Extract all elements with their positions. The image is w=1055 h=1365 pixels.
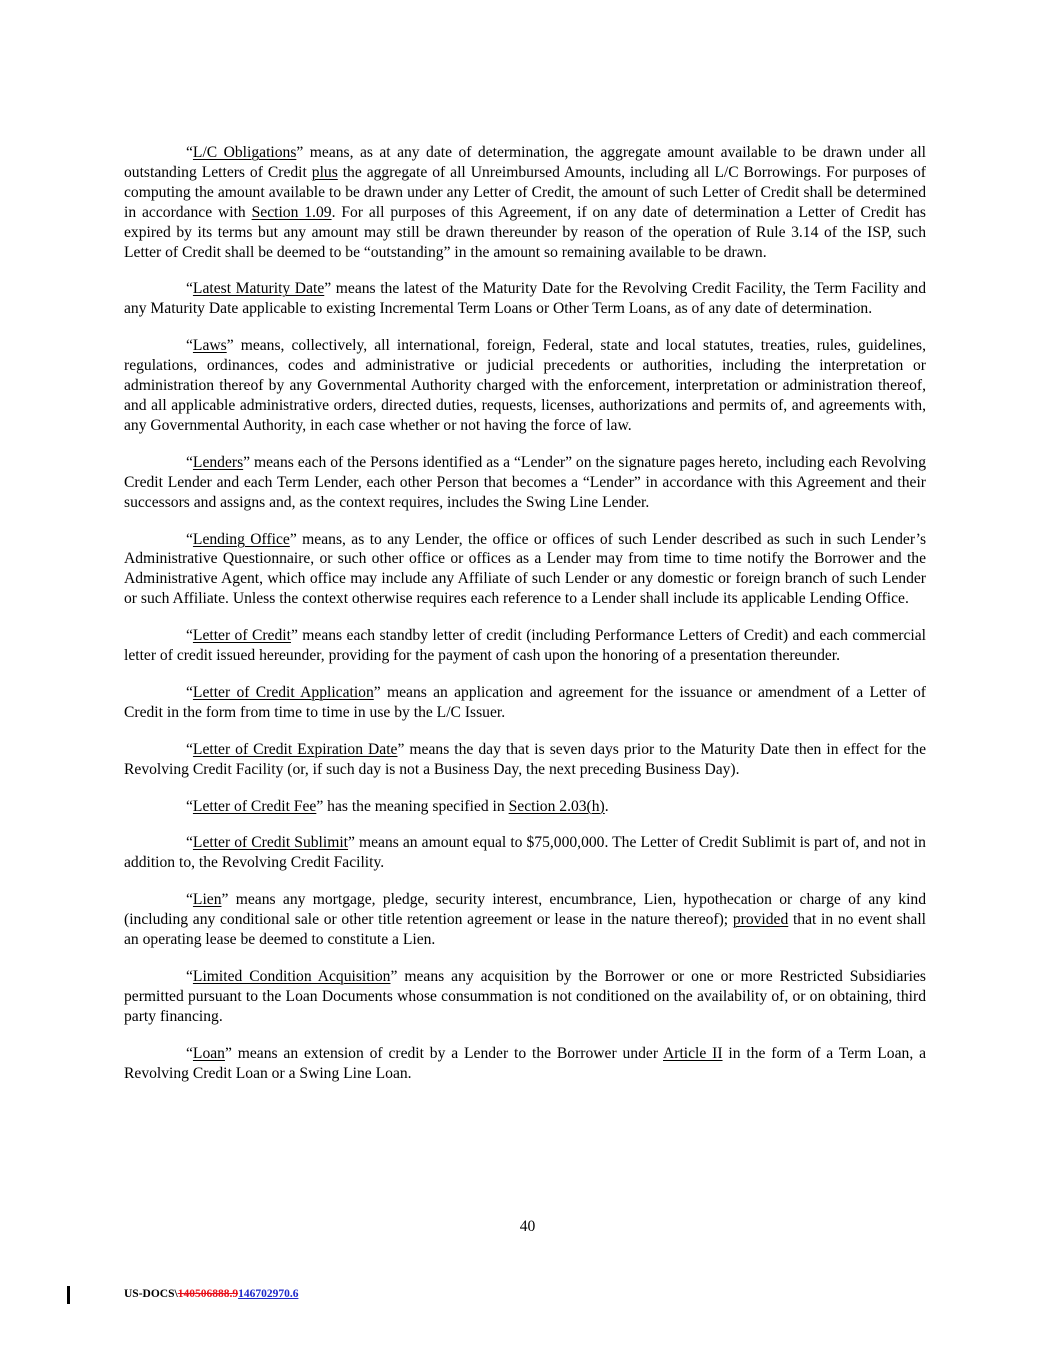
definition-paragraph (124, 453, 926, 513)
definition-text: ” means an application and agreement for the issuance or amendment of a Letter of Credit in the form from time to time in use by the L/C Issuer. (124, 683, 926, 721)
definition-text: ” has the meaning specified in (316, 797, 509, 815)
definition-paragraph (124, 797, 926, 817)
definition-text: “ (186, 683, 193, 701)
change-bar (67, 1286, 70, 1304)
definition-text: ” means each standby letter of credit (including Performance Letters of Credit) and each commercial letter of credit issued hereunder, providing for the payment of cash upon the honoring of a presentation thereunder. (124, 627, 926, 665)
underlined-term: Lien (192, 891, 222, 909)
document-id-footer (124, 1288, 298, 1300)
underlined-term: Lenders (192, 453, 244, 471)
underlined-term: Article II (663, 1044, 723, 1062)
definition-paragraph (124, 626, 926, 666)
underlined-term: Limited Condition Acquisition (192, 968, 391, 985)
inserted-doc-id: 146702970.6 (238, 1288, 299, 1300)
definition-text: . For all purposes of this Agreement, if on any date of determination a Letter of Credit has expired by its terms but any amount may still be drawn thereunder by reason of the operation of Rule 3.14 of the ISP, such Letter of Credit shall be deemed to be “outstanding” in the amount so remaining available to be drawn. (124, 203, 926, 261)
definition-text: “ (186, 530, 193, 548)
definition-text: “ (186, 740, 193, 758)
definition-text: ” means, as to any Lender, the office or offices of such Lender described as such in such Lender’s Administrative Questionnaire, or such other office or offices as a Lender may from time to time notify the Borrower and the Administrative Agent, which office may include any Affiliate of such Lender or any domestic or foreign branch of such Lender or such Affiliate. Unless the context otherwise requires each reference to a Lender shall include its applicable Lending Office. (124, 530, 927, 608)
definition-paragraph (124, 530, 926, 610)
underlined-term: L/C Obligations (192, 144, 297, 161)
definition-text: “ (186, 834, 193, 852)
footer-prefix: US-DOCS\ (124, 1288, 178, 1300)
definition-text: “ (186, 891, 193, 909)
definition-text: ” means, collectively, all international, foreign, Federal, state and local statutes, treaties, rules, guidelines, regulations, ordinances, codes and administrative or judicial precedents or authorities, including the interpretation or administration thereof by any Governmental Authority charged with the enforcement, interpretation or administration thereof, and all applicable administrative orders, directed duties, requests, licenses, authorizations and permits of, and agreements with, any Governmental Authority, in each case whether or not having the force of law. (124, 337, 926, 434)
underlined-term: Letter of Credit Fee (192, 797, 317, 815)
definition-text: “ (186, 1044, 193, 1062)
underlined-term: Letter of Credit Sublimit (192, 834, 349, 852)
definition-text: “ (186, 144, 193, 161)
underlined-term: Letter of Credit Application (192, 683, 374, 701)
underlined-term: Laws (192, 337, 227, 355)
definition-paragraph (124, 1044, 926, 1084)
definition-text: ” means an amount equal to $75,000,000. The Letter of Credit Sublimit is part of, and not in addition to, the Revolving Credit Facility. (124, 834, 926, 872)
definition-text: ” means an extension of credit by a Lender to the Borrower under (224, 1044, 663, 1062)
underlined-term: provided (732, 911, 789, 929)
underlined-term: Latest Maturity Date (192, 280, 325, 298)
definition-text: ” means the latest of the Maturity Date for the Revolving Credit Facility, the Term Facility and any Maturity Date applicable to existing Incremental Term Loans or Other Term Loans, as of any date of determination. (124, 280, 927, 318)
definition-text: that in no event shall an operating lease be deemed to constitute a Lien. (124, 911, 926, 949)
definition-paragraph (124, 967, 926, 1027)
definition-text: . (604, 797, 609, 815)
definition-paragraph (124, 143, 926, 262)
definition-paragraph (124, 336, 926, 436)
definition-text: “ (186, 968, 193, 985)
definition-text: “ (186, 280, 193, 298)
definition-text: “ (186, 337, 193, 355)
underlined-term: Section 1.09 (251, 203, 332, 221)
definition-paragraph (124, 890, 926, 950)
definition-paragraph (124, 740, 926, 780)
definition-paragraph (124, 683, 926, 723)
underlined-term: Letter of Credit Expiration Date (192, 740, 398, 758)
underlined-term: plus (311, 163, 338, 181)
definition-text: ” means any acquisition by the Borrower or one or more Restricted Subsidiaries permitted pursuant to the Loan Documents whose consummation is not conditioned on the availability of, or on obtaining, third party financing. (124, 968, 926, 1025)
definition-text: “ (186, 453, 193, 471)
deleted-doc-id: 140506888.9 (177, 1288, 239, 1300)
definition-text: ” means, as at any date of determination, the aggregate amount available to be drawn under all outstanding Letters of Credit (124, 144, 926, 181)
definition-text: ” means each of the Persons identified as a “Lender” on the signature pages hereto, including each Revolving Credit Lender and each Term Lender, each other Person that becomes a “Lender” in accordance with this Agreement and their successors and assigns and, as the context requires, includes the Swing Line Lender. (124, 453, 926, 511)
definition-text: ” means any mortgage, pledge, security interest, encumbrance, Lien, hypothecation or charge of any kind (including any conditional sale or other title retention agreement or lease in the nature thereof); (124, 891, 926, 929)
definitions-body (124, 143, 926, 1101)
definition-paragraph (124, 833, 926, 873)
definition-text: the aggregate of all Unreimbursed Amounts, including all L/C Borrowings. For purposes of computing the amount available to be drawn under any Letter of Credit, the amount of such Letter of Credit shall be determined in accordance with (124, 163, 926, 221)
page-number: 40 (519, 1218, 536, 1235)
underlined-term: Section 2.03(h) (508, 797, 605, 815)
underlined-term: Lending Office (192, 530, 290, 548)
underlined-term: Loan (192, 1044, 225, 1062)
underlined-term: Letter of Credit (192, 627, 291, 645)
definition-paragraph (124, 279, 926, 319)
definition-text: ” means the day that is seven days prior to the Maturity Date then in effect for the Revolving Credit Facility (or, if such day is not a Business Day, the next preceding Business Day). (124, 740, 926, 778)
definition-text: “ (186, 797, 193, 815)
definition-text: “ (186, 627, 193, 645)
definition-text: in the form of a Term Loan, a Revolving Credit Loan or a Swing Line Loan. (124, 1044, 926, 1082)
